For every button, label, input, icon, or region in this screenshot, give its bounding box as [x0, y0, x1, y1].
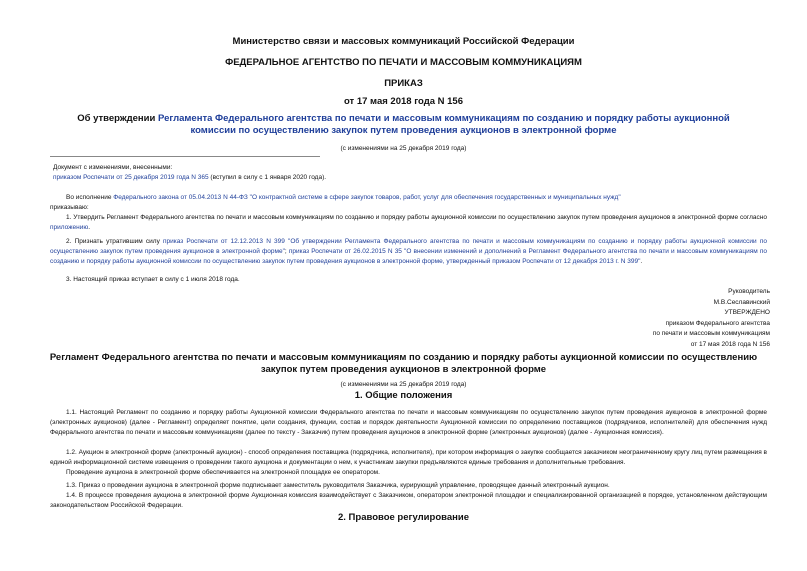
signature-position: Руководитель — [728, 288, 770, 295]
document-type: ПРИКАЗ — [384, 78, 423, 89]
doc-info — [53, 163, 326, 183]
divider — [50, 156, 320, 157]
approval-line-3: от 17 мая 2018 года N 156 — [690, 340, 770, 348]
order-399-link[interactable]: приказ Роспечати от 12.12.2013 N 399 "Об утверждении Регламента Федерального агентства по печати и массовым коммуникациям по созданию и порядку работы аукционной комиссии по осуществлению закупок путем проведения аукционов в электронной форме" — [50, 238, 767, 255]
preamble — [50, 193, 767, 203]
clause-1-4: 1.4. В процессе проведения аукциона в электронной форме Аукционная комиссия взаимодействует с Заказчиком, оператором электронной площадки и специализированной организацией в порядке, установленном действующим законодательством Российской Федерации. — [50, 492, 767, 509]
clause-1-1: 1.1. Настоящий Регламент по созданию и порядку работы Аукционной комиссии Федерального агентства по печати и массовым коммуникациям по осуществлению закупок путем проведения аукционов в электронной форме (электронных аукционов) (далее - Регламент) определяет понятие, цели создания, функции, состав и порядок деятельности Аукционной комиссии по определению поставщиков (подрядчиков, исполнителей) для обеспечения нужд Федерального агентства по печати и массовым коммуникациям (далее по тексту - Заказчик) путем проведения аукционов в электронной форме (электронных аукционов) (далее - Аукционная комиссия). — [50, 409, 767, 436]
item-3: 3. Настоящий приказ вступает в силу с 1 июля 2018 года. — [66, 276, 240, 283]
section-2-heading: 2. Правовое регулирование — [338, 512, 469, 523]
ministry-name: Министерство связи и массовых коммуникаций Российской Федерации — [232, 36, 575, 47]
clause-1-3: 1.3. Приказ о проведении аукциона в электронной форме подписывает заместитель руководителя Заказчика, курирующий управление, проводящее данный электронный аукцион. — [66, 482, 610, 489]
doc-info-line: Документ с изменениями, внесенными: — [53, 164, 173, 171]
document-date-number: от 17 мая 2018 года N 156 — [343, 96, 464, 107]
item-2-end: . — [640, 258, 643, 265]
changes-note: (с изменениями на 25 декабря 2019 года) — [340, 145, 467, 152]
approval-heading: УТВЕРЖДЕНО — [724, 309, 770, 316]
amendment-suffix: (вступил в силу с 1 января 2020 года). — [208, 174, 327, 181]
item-2-mid: ; — [284, 248, 289, 255]
signature-name: М.В.Сеславинский — [713, 298, 770, 306]
item-1-end: . — [88, 224, 91, 231]
order-35-link[interactable]: приказ Роспечати от 26.02.2015 N 35 "О внесении изменений и дополнений в Регламент Федерального агентства по печати и массовым коммуникациям по созданию и порядку работы аукционной комиссии по осуществлению закупок путем проведения аукционов в электронной форме, утвержденный приказом Роспечати от 12 декабря 2013 г. N 399" — [50, 248, 767, 265]
document-title — [62, 113, 745, 137]
agency-name: ФЕДЕРАЛЬНОЕ АГЕНТСТВО ПО ПЕЧАТИ И МАССОВЫМ КОММУНИКАЦИЯМ — [225, 57, 582, 68]
order-word: приказываю: — [50, 204, 89, 211]
appendix-link[interactable]: приложению — [50, 224, 89, 231]
approval-line-2: по печати и массовым коммуникациям — [652, 330, 770, 337]
amendment-link[interactable]: приказом Роспечати от 25 декабря 2019 года N 365 — [53, 174, 209, 181]
preamble-prefix: Во исполнение — [66, 194, 114, 201]
title-prefix: Об утверждении — [77, 113, 158, 124]
item-2-text: 2. Признать утратившим силу — [66, 238, 163, 245]
signature-block — [470, 287, 770, 350]
item-1-text: 1. Утвердить Регламент Федерального агентства по печати и массовым коммуникациям по созданию и порядку работы аукционной комиссии по осуществлению закупок путем проведения аукционов в электронной форме согласно — [66, 214, 767, 221]
doc-info-amendment — [53, 173, 326, 183]
clause-1-2: 1.2. Аукцион в электронной форме (электронный аукцион) - способ определения поставщика (подрядчика, исполнителя), при котором информация о закупке сообщается заказчиком неограниченному кругу лиц путем размещения в единой информационной системе извещения о проведении такого аукциона и документации о нем, к участникам закупки предъявляются единые требования и дополнительные требования. — [50, 449, 767, 466]
item-2 — [50, 237, 767, 267]
approval-line-1: приказом Федерального агентства — [665, 319, 770, 327]
clause-1-2-note: Проведение аукциона в электронной форме обеспечивается на электронной площадке ее оператором. — [66, 469, 380, 476]
regulation-changes-note: (с изменениями на 25 декабря 2019 года) — [340, 381, 467, 388]
regulation-title: Регламент Федерального агентства по печати и массовым коммуникациям по созданию и порядку работы аукционной комиссии по осуществлению закупок путем проведения аукционов в электронной форме — [49, 352, 758, 375]
title-link[interactable]: Регламента Федерального агентства по печати и массовым коммуникациям по созданию и порядку работы аукционной комиссии по осуществлению закупок путем проведения аукционов в электронной форме — [157, 113, 730, 136]
item-1 — [50, 213, 767, 233]
section-1-heading: 1. Общие положения — [354, 390, 453, 401]
federal-law-link[interactable]: Федерального закона от 05.04.2013 N 44-ФЗ "О контрактной системе в сфере закупок товаров, работ, услуг для обеспечения государственных и муниципальных нужд" — [113, 194, 621, 201]
